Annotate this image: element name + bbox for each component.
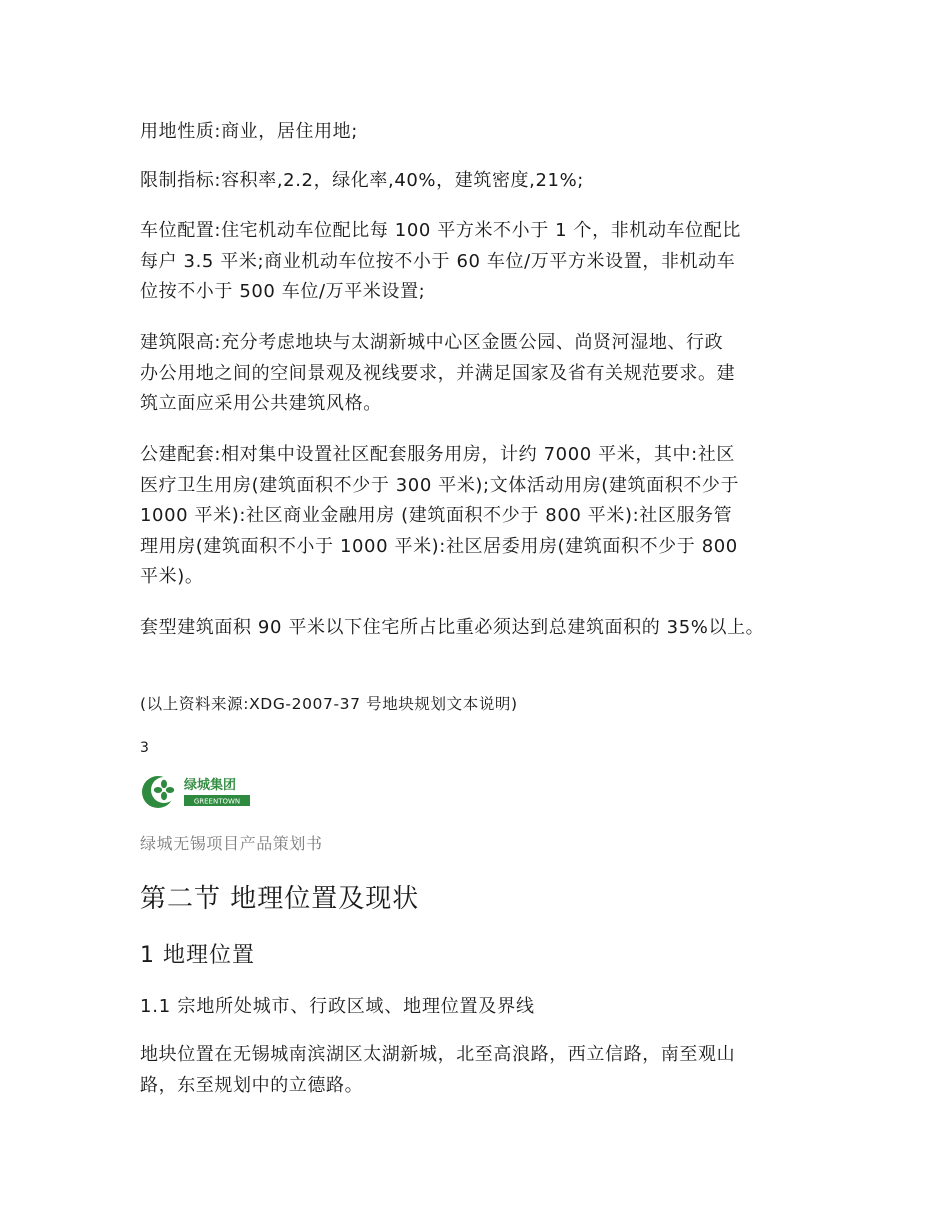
parking-paragraph bbox=[140, 216, 741, 308]
land-use-paragraph: 用地性质:商业，居住用地; bbox=[140, 121, 358, 142]
facilities-paragraph bbox=[140, 440, 739, 593]
location-paragraph bbox=[140, 1040, 735, 1101]
text-line: 车位配置:住宅机动车位配比每 100 平方米不小于 1 个，非机动车位配比 bbox=[140, 220, 741, 241]
section-heading: 第二节 地理位置及现状 bbox=[140, 884, 420, 914]
unit-ratio-paragraph: 套型建筑面积 90 平米以下住宅所占比重必须达到总建筑面积的 35%以上。 bbox=[140, 617, 765, 638]
text-line: 位按不小于 500 车位/万平米设置; bbox=[140, 281, 426, 302]
subsubsection-heading: 1.1 宗地所处城市、行政区域、地理位置及界线 bbox=[140, 996, 535, 1017]
project-title: 绿城无锡项目产品策划书 bbox=[140, 834, 323, 853]
text-line: 公建配套:相对集中设置社区配套服务用房，计约 7000 平米，其中:社区 bbox=[140, 444, 735, 465]
subsection-heading: 1 地理位置 bbox=[140, 943, 255, 968]
logo-en-text: GREENTOWN bbox=[193, 797, 241, 806]
text-line: 筑立面应采用公共建筑风格。 bbox=[140, 393, 382, 414]
text-line: 办公用地之间的空间景观及视线要求，并满足国家及省有关规范要求。建 bbox=[140, 362, 736, 384]
source-note: (以上资料来源:XDG-2007-37 号地块规划文本说明) bbox=[140, 695, 518, 713]
height-limit-paragraph bbox=[140, 328, 735, 420]
limits-paragraph: 限制指标:容积率,2.2，绿化率,40%，建筑密度,21%; bbox=[140, 170, 584, 191]
text-line: 理用房(建筑面积不小于 1000 平米):社区居委用房(建筑面积不少于 800 bbox=[140, 535, 738, 557]
text-line: 平米)。 bbox=[140, 566, 204, 587]
text-line: 1000 平米):社区商业金融用房 (建筑面积不少于 800 平米):社区服务管 bbox=[140, 505, 733, 526]
text-line: 路，东至规划中的立德路。 bbox=[140, 1074, 364, 1096]
logo-cn-text: 绿城集团 bbox=[184, 778, 237, 793]
text-line: 每户 3.5 平米;商业机动车位按不小于 60 车位/万平方米设置，非机动车 bbox=[140, 250, 736, 272]
text-line: 医疗卫生用房(建筑面积不少于 300 平米);文体活动用房(建筑面积不少于 bbox=[140, 474, 740, 496]
page-number: 3 bbox=[140, 740, 149, 756]
greentown-logo bbox=[140, 772, 255, 812]
text-line: 建筑限高:充分考虑地块与太湖新城中心区金匮公园、尚贤河湿地、行政 bbox=[140, 332, 724, 353]
text-line: 地块位置在无锡城南滨湖区太湖新城，北至高浪路，西立信路，南至观山 bbox=[140, 1044, 736, 1065]
